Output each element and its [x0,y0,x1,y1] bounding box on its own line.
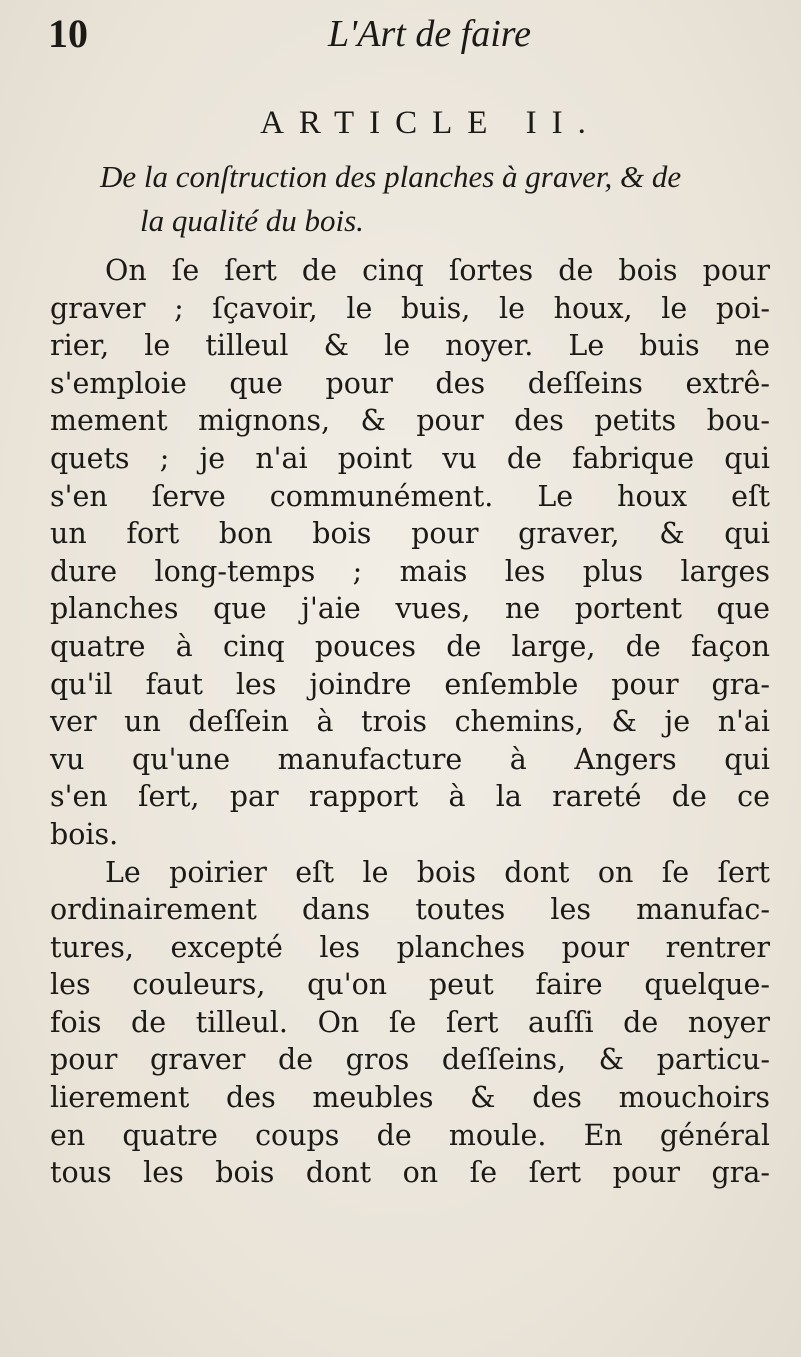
text-line: mement mignons, & pour des petits bou- [50,404,770,438]
text-line: lierement des meubles & des mouchoirs [50,1081,770,1115]
paragraph-2 [50,854,770,1192]
text-line: s'en ſert, par rapport à la rareté de ce [50,780,770,814]
text-line: ordinairement dans toutes les manufac- [50,893,770,927]
text-line: qu'il faut les joindre enſemble pour gra- [50,667,770,701]
section-title [95,155,755,243]
text-line: quets ; je n'ai point vu de fabrique qui [50,441,770,475]
section-title-line-2: la qualité du bois. [140,203,364,238]
text-line: Le poirier eſt le bois dont on ſe ſert [105,855,770,889]
text-line: les couleurs, qu'on peut faire quelque- [50,968,770,1002]
text-line: ver un deſſein à trois chemins, & je n'ai [50,705,770,739]
running-head [48,11,768,58]
page-number: 10 [48,11,88,56]
running-title: L'Art de faire [328,13,532,55]
text-line: un fort bon bois pour graver, & qui [50,517,770,551]
text-line: dure long-temps ; mais les plus larges [50,554,770,588]
text-line: On ſe ſert de cinq ſortes de bois pour [105,254,770,287]
text-line: rier, le tilleul & le noyer. Le buis ne [50,329,770,363]
text-line: quatre à cinq pouces de large, de façon [50,629,770,663]
paragraph-1 [50,252,770,854]
text-line: en quatre coups de moule. En général [50,1118,770,1152]
body-text [50,252,770,1192]
section-title-line-1: De la conſtruction des planches à graver, & de [100,159,682,194]
article-heading: ARTICLE II. [260,105,601,141]
text-line: planches que j'aie vues, ne portent que [50,592,770,626]
text-line: s'en ſerve communément. Le houx eſt [50,479,770,513]
text-line: graver ; ſçavoir, le buis, le houx, le poi- [50,291,770,325]
text-line: fois de tilleul. On ſe ſert auſſi de noyer [50,1005,770,1039]
text-line: tures, excepté les planches pour rentrer [50,930,770,964]
text-line: bois. [50,817,119,851]
text-line: vu qu'une manufacture à Angers qui [50,742,770,776]
text-line: pour graver de gros deſſeins, & particu- [50,1043,770,1077]
text-line: s'emploie que pour des deſſeins extrê- [50,366,770,400]
text-line: tous les bois dont on ſe ſert pour gra- [50,1156,770,1190]
